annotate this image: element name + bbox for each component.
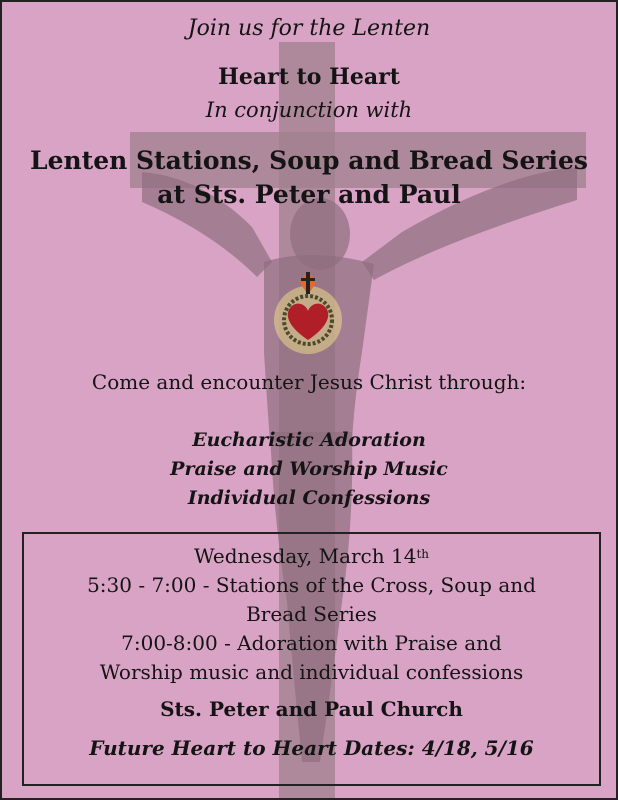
series-heading-line2: at Sts. Peter and Paul bbox=[157, 180, 461, 209]
date-suffix: th bbox=[416, 547, 430, 561]
schedule-line: 7:00-8:00 - Adoration with Praise and bbox=[121, 631, 502, 655]
schedule-line: 5:30 - 7:00 - Stations of the Cross, Soup and bbox=[87, 573, 536, 597]
intro-text: Join us for the Lenten bbox=[187, 16, 431, 41]
church-name: Sts. Peter and Paul Church bbox=[160, 697, 463, 721]
schedule-line: Worship music and individual confessions bbox=[99, 660, 524, 684]
series-heading bbox=[2, 144, 616, 212]
future-dates: Future Heart to Heart Dates: 4/18, 5/16 bbox=[89, 736, 534, 760]
series-heading-line1: Lenten Stations, Soup and Bread Series bbox=[29, 146, 589, 175]
activity-item: Eucharistic Adoration bbox=[192, 429, 426, 451]
schedule-date: Wednesday, March 14th bbox=[193, 544, 430, 568]
schedule-line: Bread Series bbox=[246, 602, 377, 626]
schedule-box bbox=[22, 532, 601, 786]
encounter-text: Come and encounter Jesus Christ through: bbox=[91, 370, 527, 394]
activity-item: Praise and Worship Music bbox=[170, 458, 448, 480]
activity-item: Individual Confessions bbox=[187, 487, 431, 509]
event-subtitle: In conjunction with bbox=[205, 98, 413, 122]
event-title: Heart to Heart bbox=[218, 64, 400, 90]
activities-list bbox=[2, 426, 616, 513]
